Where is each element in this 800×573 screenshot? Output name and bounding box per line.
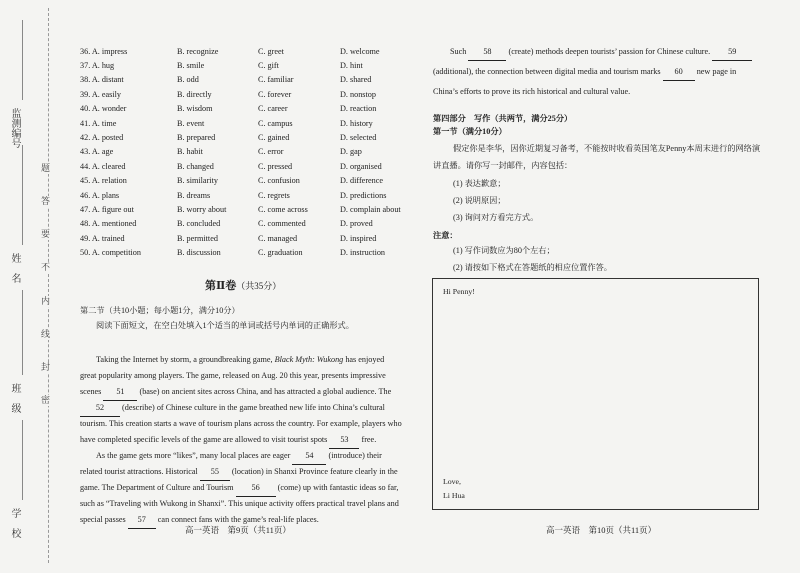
option-cell: B. smile bbox=[177, 61, 205, 71]
passage-text: (describe) of Chinese culture in the game breathed new life into China’s cultural bbox=[120, 403, 385, 412]
name-line bbox=[22, 145, 23, 245]
passage-line: such as “Traveling with Wukong in Shanxi”. This unique activity offers practical travel plans and bbox=[80, 499, 399, 508]
option-cell: C. come across bbox=[258, 204, 308, 214]
option-row bbox=[80, 145, 420, 159]
option-cell: C. commented bbox=[258, 219, 306, 229]
passage-line bbox=[96, 352, 384, 368]
option-cell: 44. A. cleared bbox=[80, 161, 126, 171]
passage-line bbox=[80, 432, 376, 449]
option-cell: C. managed bbox=[258, 233, 298, 243]
passage-text: game. The Department of Culture and Tourism bbox=[80, 483, 236, 492]
page-footer-left: 高一英语 第9页（共11页） bbox=[185, 525, 291, 535]
blank-60[interactable]: 60 bbox=[663, 64, 695, 81]
seal-char: 内 bbox=[41, 296, 51, 306]
seal-char: 不 bbox=[41, 262, 51, 272]
option-row bbox=[80, 58, 420, 72]
option-cell: C. gained bbox=[258, 133, 290, 143]
game-title: Black Myth: Wukong bbox=[274, 355, 344, 364]
cut-line bbox=[48, 8, 49, 563]
option-cell: B. event bbox=[177, 118, 205, 128]
seal-char: 答 bbox=[41, 196, 51, 206]
writing-point: (2) 说明原因； bbox=[453, 196, 506, 205]
option-cell: B. prepared bbox=[177, 133, 216, 143]
option-row bbox=[80, 159, 420, 173]
option-cell: B. habit bbox=[177, 147, 203, 157]
passage-line bbox=[80, 464, 398, 481]
option-cell: D. predictions bbox=[340, 190, 387, 200]
option-cell: B. wisdom bbox=[177, 104, 213, 114]
class-label: 班 级 bbox=[9, 383, 20, 413]
option-cell: 37. A. hug bbox=[80, 61, 115, 71]
option-cell: D. selected bbox=[340, 133, 377, 143]
option-cell: B. recognize bbox=[177, 46, 219, 56]
option-row bbox=[80, 245, 420, 259]
seal-char: 题 bbox=[41, 163, 51, 173]
letter-signature: Li Hua bbox=[443, 491, 465, 500]
option-cell: 50. A. competition bbox=[80, 248, 141, 258]
cloze-options-table bbox=[80, 44, 420, 260]
school-label: 学 校 bbox=[9, 508, 20, 538]
option-cell: D. instruction bbox=[340, 248, 386, 258]
option-cell: C. forever bbox=[258, 89, 292, 99]
seal-char: 封 bbox=[41, 362, 51, 372]
blank-57[interactable]: 57 bbox=[128, 512, 156, 529]
option-cell: C. error bbox=[258, 147, 284, 157]
option-cell: 48. A. mentioned bbox=[80, 219, 137, 229]
blank-59[interactable]: 59 bbox=[712, 44, 752, 61]
passage-text: special passes bbox=[80, 515, 128, 524]
blank-56[interactable]: 56 bbox=[236, 480, 276, 497]
option-cell: D. organised bbox=[340, 161, 382, 171]
writing-prompt: 假定你是李华，因你近期复习备考，不能按时收看英国笔友Penny本周末进行的网络演 bbox=[453, 144, 761, 153]
passage-text: Taking the Internet by storm, a groundbreaking game, bbox=[96, 355, 275, 364]
option-cell: B. concluded bbox=[177, 219, 221, 229]
passage-text: can connect fans with the game’s real-life places. bbox=[155, 515, 319, 524]
passage-text: (create) methods deepen tourists’ passion for Chinese culture. bbox=[506, 47, 713, 56]
school-line bbox=[22, 420, 23, 500]
option-cell: D. hint bbox=[340, 61, 363, 71]
blank-52[interactable]: 52 bbox=[80, 400, 120, 417]
blank-53[interactable]: 53 bbox=[329, 432, 359, 449]
option-cell: B. worry about bbox=[177, 204, 227, 214]
option-cell: B. permitted bbox=[177, 233, 218, 243]
note-item: (2) 请按如下格式在答题纸的相应位置作答。 bbox=[453, 263, 612, 272]
option-cell: D. complain about bbox=[340, 204, 401, 214]
passage-line bbox=[433, 64, 736, 81]
option-cell: D. proved bbox=[340, 219, 373, 229]
name-label: 姓 名 bbox=[9, 253, 20, 283]
option-cell: D. history bbox=[340, 118, 373, 128]
passage-text: new page in bbox=[694, 67, 737, 76]
option-row bbox=[80, 116, 420, 130]
option-cell: C. familiar bbox=[258, 75, 294, 85]
passage-text: (introduce) their bbox=[326, 451, 382, 460]
writing-prompt: 讲直播。请你写一封邮件，内容包括： bbox=[433, 161, 573, 170]
option-cell: C. campus bbox=[258, 118, 293, 128]
monitor-number-line bbox=[22, 20, 23, 100]
class-line bbox=[22, 290, 23, 375]
passage-line: great popularity among players. The game, released on Aug. 20 this year, presents impressive bbox=[80, 371, 386, 380]
seal-char: 要 bbox=[41, 229, 51, 239]
passage-line bbox=[80, 400, 385, 417]
letter-greeting: Hi Penny! bbox=[443, 287, 475, 296]
part4-section: 第一节（满分10分） bbox=[433, 127, 507, 136]
passage-line bbox=[80, 384, 391, 401]
option-row bbox=[80, 87, 420, 101]
option-row bbox=[80, 130, 420, 144]
seal-char: 密 bbox=[41, 395, 51, 405]
option-cell: B. changed bbox=[177, 161, 214, 171]
option-row bbox=[80, 188, 420, 202]
passage-line bbox=[450, 44, 752, 61]
blank-58[interactable]: 58 bbox=[468, 44, 506, 61]
option-cell: D. shared bbox=[340, 75, 372, 85]
option-cell: 41. A. time bbox=[80, 118, 117, 128]
passage-text: (location) in Shanxi Province feature clearly in the bbox=[229, 467, 398, 476]
passage-text: free. bbox=[359, 435, 377, 444]
part2-title bbox=[205, 277, 281, 293]
passage-text: (come) up with fantastic ideas so far, bbox=[275, 483, 399, 492]
option-cell: B. discussion bbox=[177, 248, 221, 258]
option-cell: C. gift bbox=[258, 61, 279, 71]
option-cell: D. difference bbox=[340, 176, 384, 186]
essay-answer-box[interactable] bbox=[432, 278, 759, 510]
passage-text: (additional), the connection between digital media and tourism marks bbox=[433, 67, 663, 76]
letter-closing: Love, bbox=[443, 477, 461, 486]
passage-text: have completed specific levels of the game are allowed to visit tourist spots bbox=[80, 435, 330, 444]
option-cell: D. inspired bbox=[340, 233, 377, 243]
option-cell: 45. A. relation bbox=[80, 176, 127, 186]
passage-line bbox=[80, 480, 398, 497]
blank-54[interactable]: 54 bbox=[292, 448, 326, 465]
part2-title-note: （共35分） bbox=[236, 281, 282, 291]
passage-line: tourism. This creation starts a wave of tourism plans across the country. For example, players who bbox=[80, 419, 402, 428]
option-cell: C. regrets bbox=[258, 190, 290, 200]
option-row bbox=[80, 217, 420, 231]
option-cell: 38. A. distant bbox=[80, 75, 124, 85]
option-cell: 42. A. posted bbox=[80, 133, 124, 143]
passage-text: scenes bbox=[80, 387, 104, 396]
option-row bbox=[80, 202, 420, 216]
seal-char: 线 bbox=[41, 329, 51, 339]
option-row bbox=[80, 44, 420, 58]
writing-point: (3) 询问对方看完方式。 bbox=[453, 213, 539, 222]
option-cell: C. pressed bbox=[258, 161, 293, 171]
option-cell: C. confusion bbox=[258, 176, 300, 186]
option-cell: 36. A. impress bbox=[80, 46, 128, 56]
option-cell: C. career bbox=[258, 104, 288, 114]
option-row bbox=[80, 174, 420, 188]
option-row bbox=[80, 73, 420, 87]
note-title: 注意： bbox=[433, 231, 458, 240]
writing-point: (1) 表达歉意； bbox=[453, 179, 506, 188]
passage-text: has enjoyed bbox=[343, 355, 385, 364]
option-cell: 43. A. age bbox=[80, 147, 114, 157]
passage-text: Such bbox=[450, 47, 469, 56]
option-cell: C. graduation bbox=[258, 248, 303, 258]
note-item: (1) 写作词数应为80个左右； bbox=[453, 246, 555, 255]
option-row bbox=[80, 231, 420, 245]
option-cell: 49. A. trained bbox=[80, 233, 125, 243]
option-cell: 47. A. figure out bbox=[80, 204, 134, 214]
section2-instruction: 阅读下面短文，在空白处填入1个适当的单词或括号内单词的正确形式。 bbox=[96, 321, 354, 330]
option-cell: C. greet bbox=[258, 46, 284, 56]
page-footer-right: 高一英语 第10页（共11页） bbox=[546, 525, 657, 535]
passage-line bbox=[96, 448, 382, 465]
option-cell: D. nonstop bbox=[340, 89, 376, 99]
option-cell: 39. A. easily bbox=[80, 89, 121, 99]
blank-51[interactable]: 51 bbox=[103, 384, 137, 401]
blank-55[interactable]: 55 bbox=[200, 464, 230, 481]
option-cell: B. directly bbox=[177, 89, 212, 99]
option-cell: D. welcome bbox=[340, 46, 380, 56]
passage-text: As the game gets more “likes”, many local places are eager bbox=[96, 451, 293, 460]
passage-text: (base) on ancient sites across China, and has attracted a global audience. The bbox=[137, 387, 392, 396]
monitor-number-label: 监测编号 bbox=[9, 108, 20, 148]
option-cell: D. reaction bbox=[340, 104, 377, 114]
passage-text: related tourist attractions. Historical bbox=[80, 467, 200, 476]
option-cell: B. odd bbox=[177, 75, 199, 85]
option-cell: B. similarity bbox=[177, 176, 218, 186]
section2-heading: 第二节（共10小题；每小题1分，满分10分） bbox=[80, 306, 240, 315]
option-cell: 46. A. plans bbox=[80, 190, 120, 200]
option-row bbox=[80, 102, 420, 116]
option-cell: B. dreams bbox=[177, 190, 211, 200]
passage-line: China’s efforts to prove its rich historical and cultural value. bbox=[433, 87, 631, 96]
binding-margin bbox=[0, 0, 55, 573]
option-cell: D. gap bbox=[340, 147, 362, 157]
part2-title-text: 第Ⅱ卷 bbox=[205, 280, 237, 292]
option-cell: 40. A. wonder bbox=[80, 104, 127, 114]
part4-heading: 第四部分 写作（共两节，满分25分） bbox=[433, 114, 573, 123]
